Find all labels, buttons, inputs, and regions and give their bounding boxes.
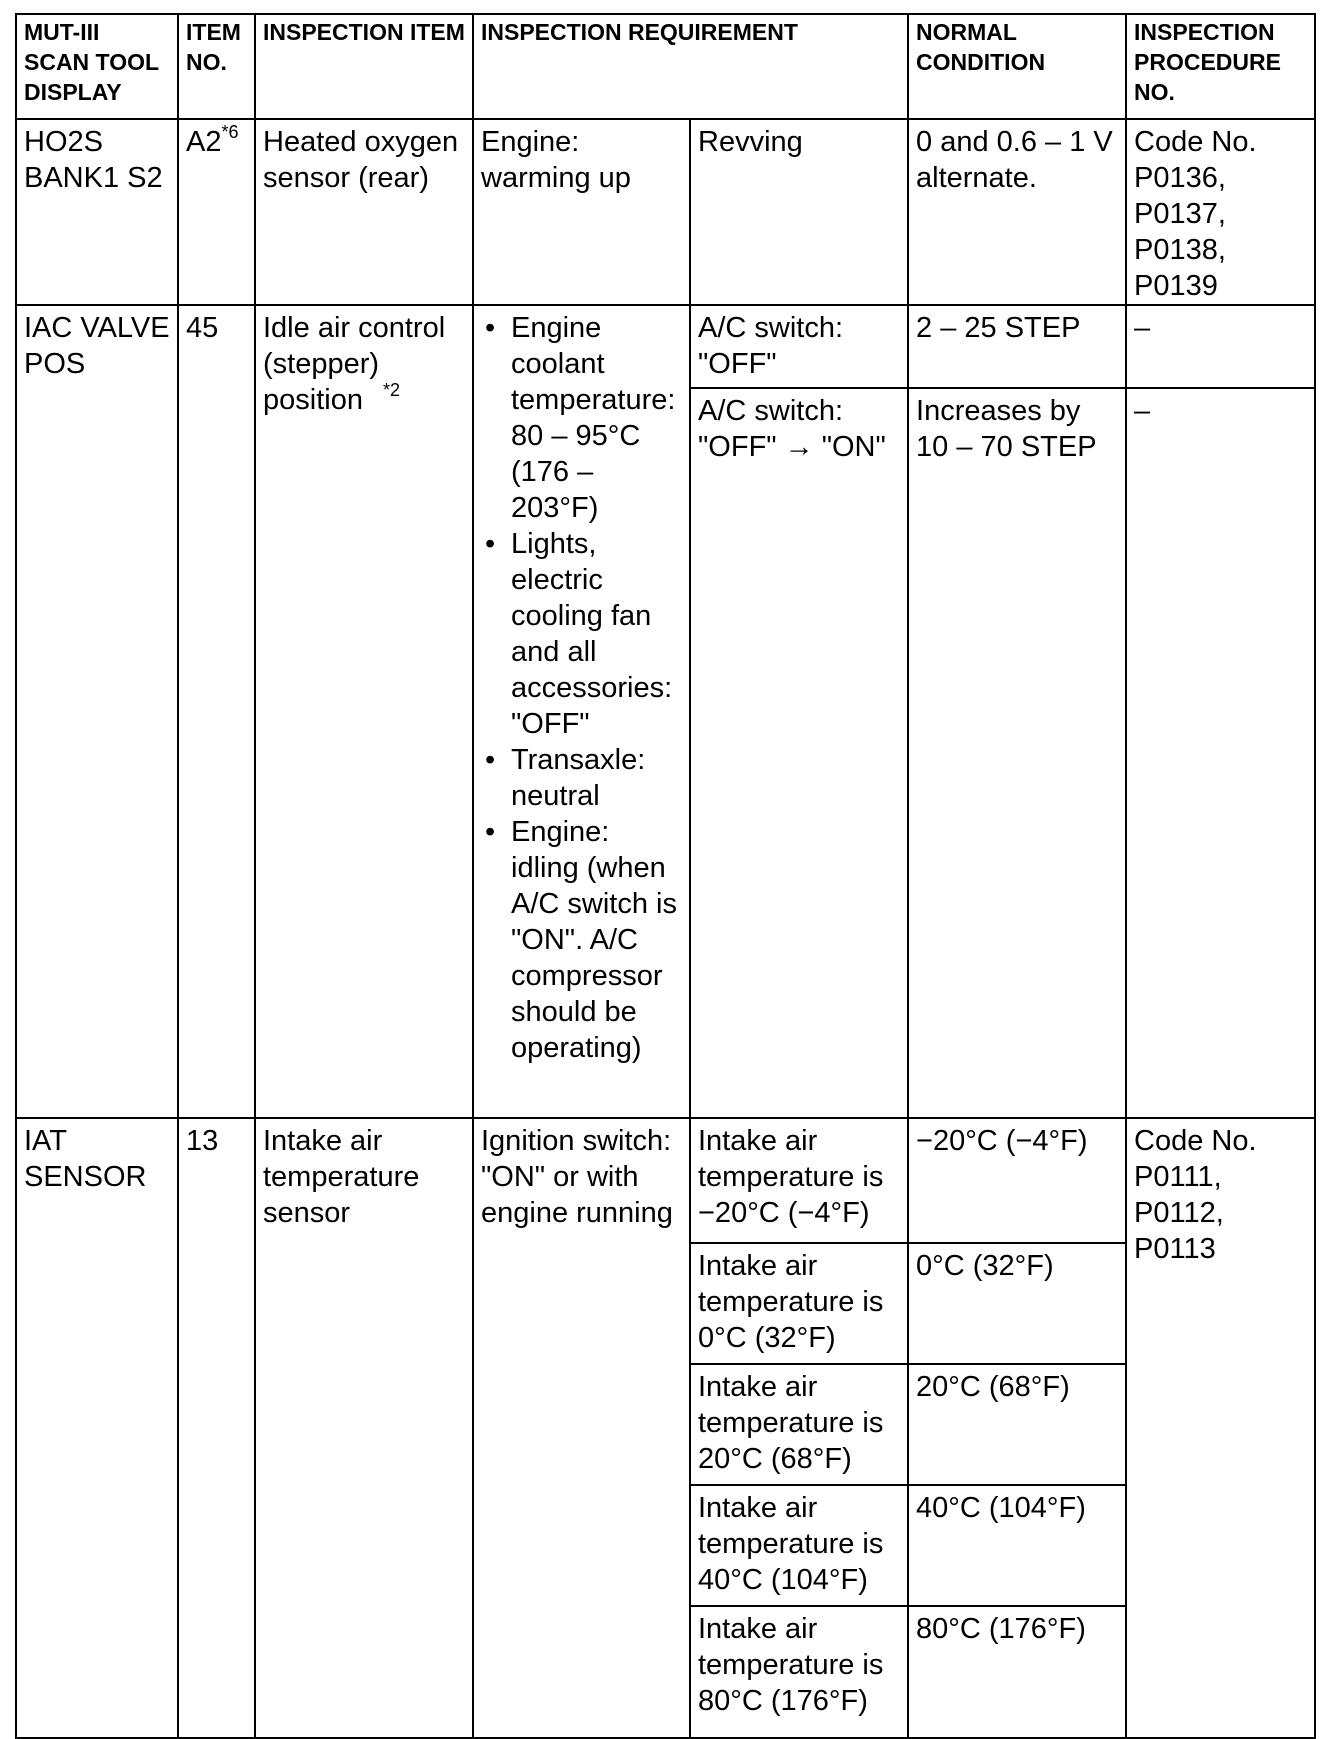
iat-condition-2: Intake air temperature is 0°C (32°F)	[690, 1243, 908, 1364]
iac-procedure-2: –	[1126, 388, 1315, 1118]
iac-item-no: 45	[178, 305, 255, 1118]
iac-requirement-list	[481, 310, 682, 1066]
list-item: • Transaxle: neutral	[511, 742, 682, 814]
iac-normal-1: 2 – 25 STEP	[908, 305, 1126, 388]
iac-display: IAC VALVE POS	[16, 305, 178, 1118]
iac-normal-2: Increases by 10 – 70 STEP	[908, 388, 1126, 1118]
table-row-iac-1	[16, 305, 1315, 388]
iac-procedure-1: –	[1126, 305, 1315, 388]
iat-procedure: Code No. P0111, P0112, P0113	[1126, 1118, 1315, 1738]
iac-item-note: *2	[382, 380, 400, 401]
iac-requirements	[473, 305, 690, 1118]
list-item: • Engine: idling (when A/C switch is "ON". A/C compressor should be operating)	[511, 814, 682, 1066]
header-item-no: ITEM NO.	[178, 14, 255, 119]
iat-condition-5: Intake air temperature is 80°C (176°F)	[690, 1606, 908, 1738]
iat-condition-4: Intake air temperature is 40°C (104°F)	[690, 1485, 908, 1606]
table-row-iat-1	[16, 1118, 1315, 1243]
iat-normal-2: 0°C (32°F)	[908, 1243, 1126, 1364]
header-procedure-no: INSPECTION PROCEDURE NO.	[1126, 14, 1315, 119]
header-inspection-item: INSPECTION ITEM	[255, 14, 473, 119]
iat-normal-1: −20°C (−4°F)	[908, 1118, 1126, 1243]
iac-condition-2: A/C switch: "OFF" → "ON"	[690, 388, 908, 1118]
ho2s-display: HO2S BANK1 S2	[16, 119, 178, 305]
list-item: • Lights, electric cooling fan and all accessories: "OFF"	[511, 526, 682, 742]
ho2s-procedure: Code No. P0136, P0137, P0138, P0139	[1126, 119, 1315, 305]
ho2s-item-no: A2	[186, 126, 222, 158]
iat-item: Intake air temperature sensor	[255, 1118, 473, 1738]
iat-item-no: 13	[178, 1118, 255, 1738]
iat-normal-5: 80°C (176°F)	[908, 1606, 1126, 1738]
header-display: MUT-III SCAN TOOL DISPLAY	[16, 14, 178, 119]
ho2s-requirement: Engine: warming up	[473, 119, 690, 305]
header-inspection-requirement: INSPECTION REQUIREMENT	[473, 14, 908, 119]
iac-condition-1: A/C switch: "OFF"	[690, 305, 908, 388]
inspection-table	[15, 13, 1316, 1739]
ho2s-item-no-note: *6	[221, 122, 239, 143]
ho2s-item-no-cell	[178, 119, 255, 305]
iat-display: IAT SENSOR	[16, 1118, 178, 1738]
iat-condition-1: Intake air temperature is −20°C (−4°F)	[690, 1118, 908, 1243]
iac-item: Idle air control (stepper) position	[263, 312, 446, 416]
iat-normal-3: 20°C (68°F)	[908, 1364, 1126, 1485]
ho2s-item: Heated oxygen sensor (rear)	[255, 119, 473, 305]
ho2s-normal: 0 and 0.6 – 1 V alternate.	[908, 119, 1126, 305]
header-row	[16, 14, 1315, 119]
table-row-ho2s	[16, 119, 1315, 305]
header-normal-condition: NORMAL CONDITION	[908, 14, 1126, 119]
iat-requirement: Ignition switch: "ON" or with engine running	[473, 1118, 690, 1738]
iac-item-cell	[255, 305, 473, 1118]
iat-normal-4: 40°C (104°F)	[908, 1485, 1126, 1606]
iat-condition-3: Intake air temperature is 20°C (68°F)	[690, 1364, 908, 1485]
ho2s-condition: Revving	[690, 119, 908, 305]
list-item: • Engine coolant temperature: 80 – 95°C (176 – 203°F)	[511, 310, 682, 526]
